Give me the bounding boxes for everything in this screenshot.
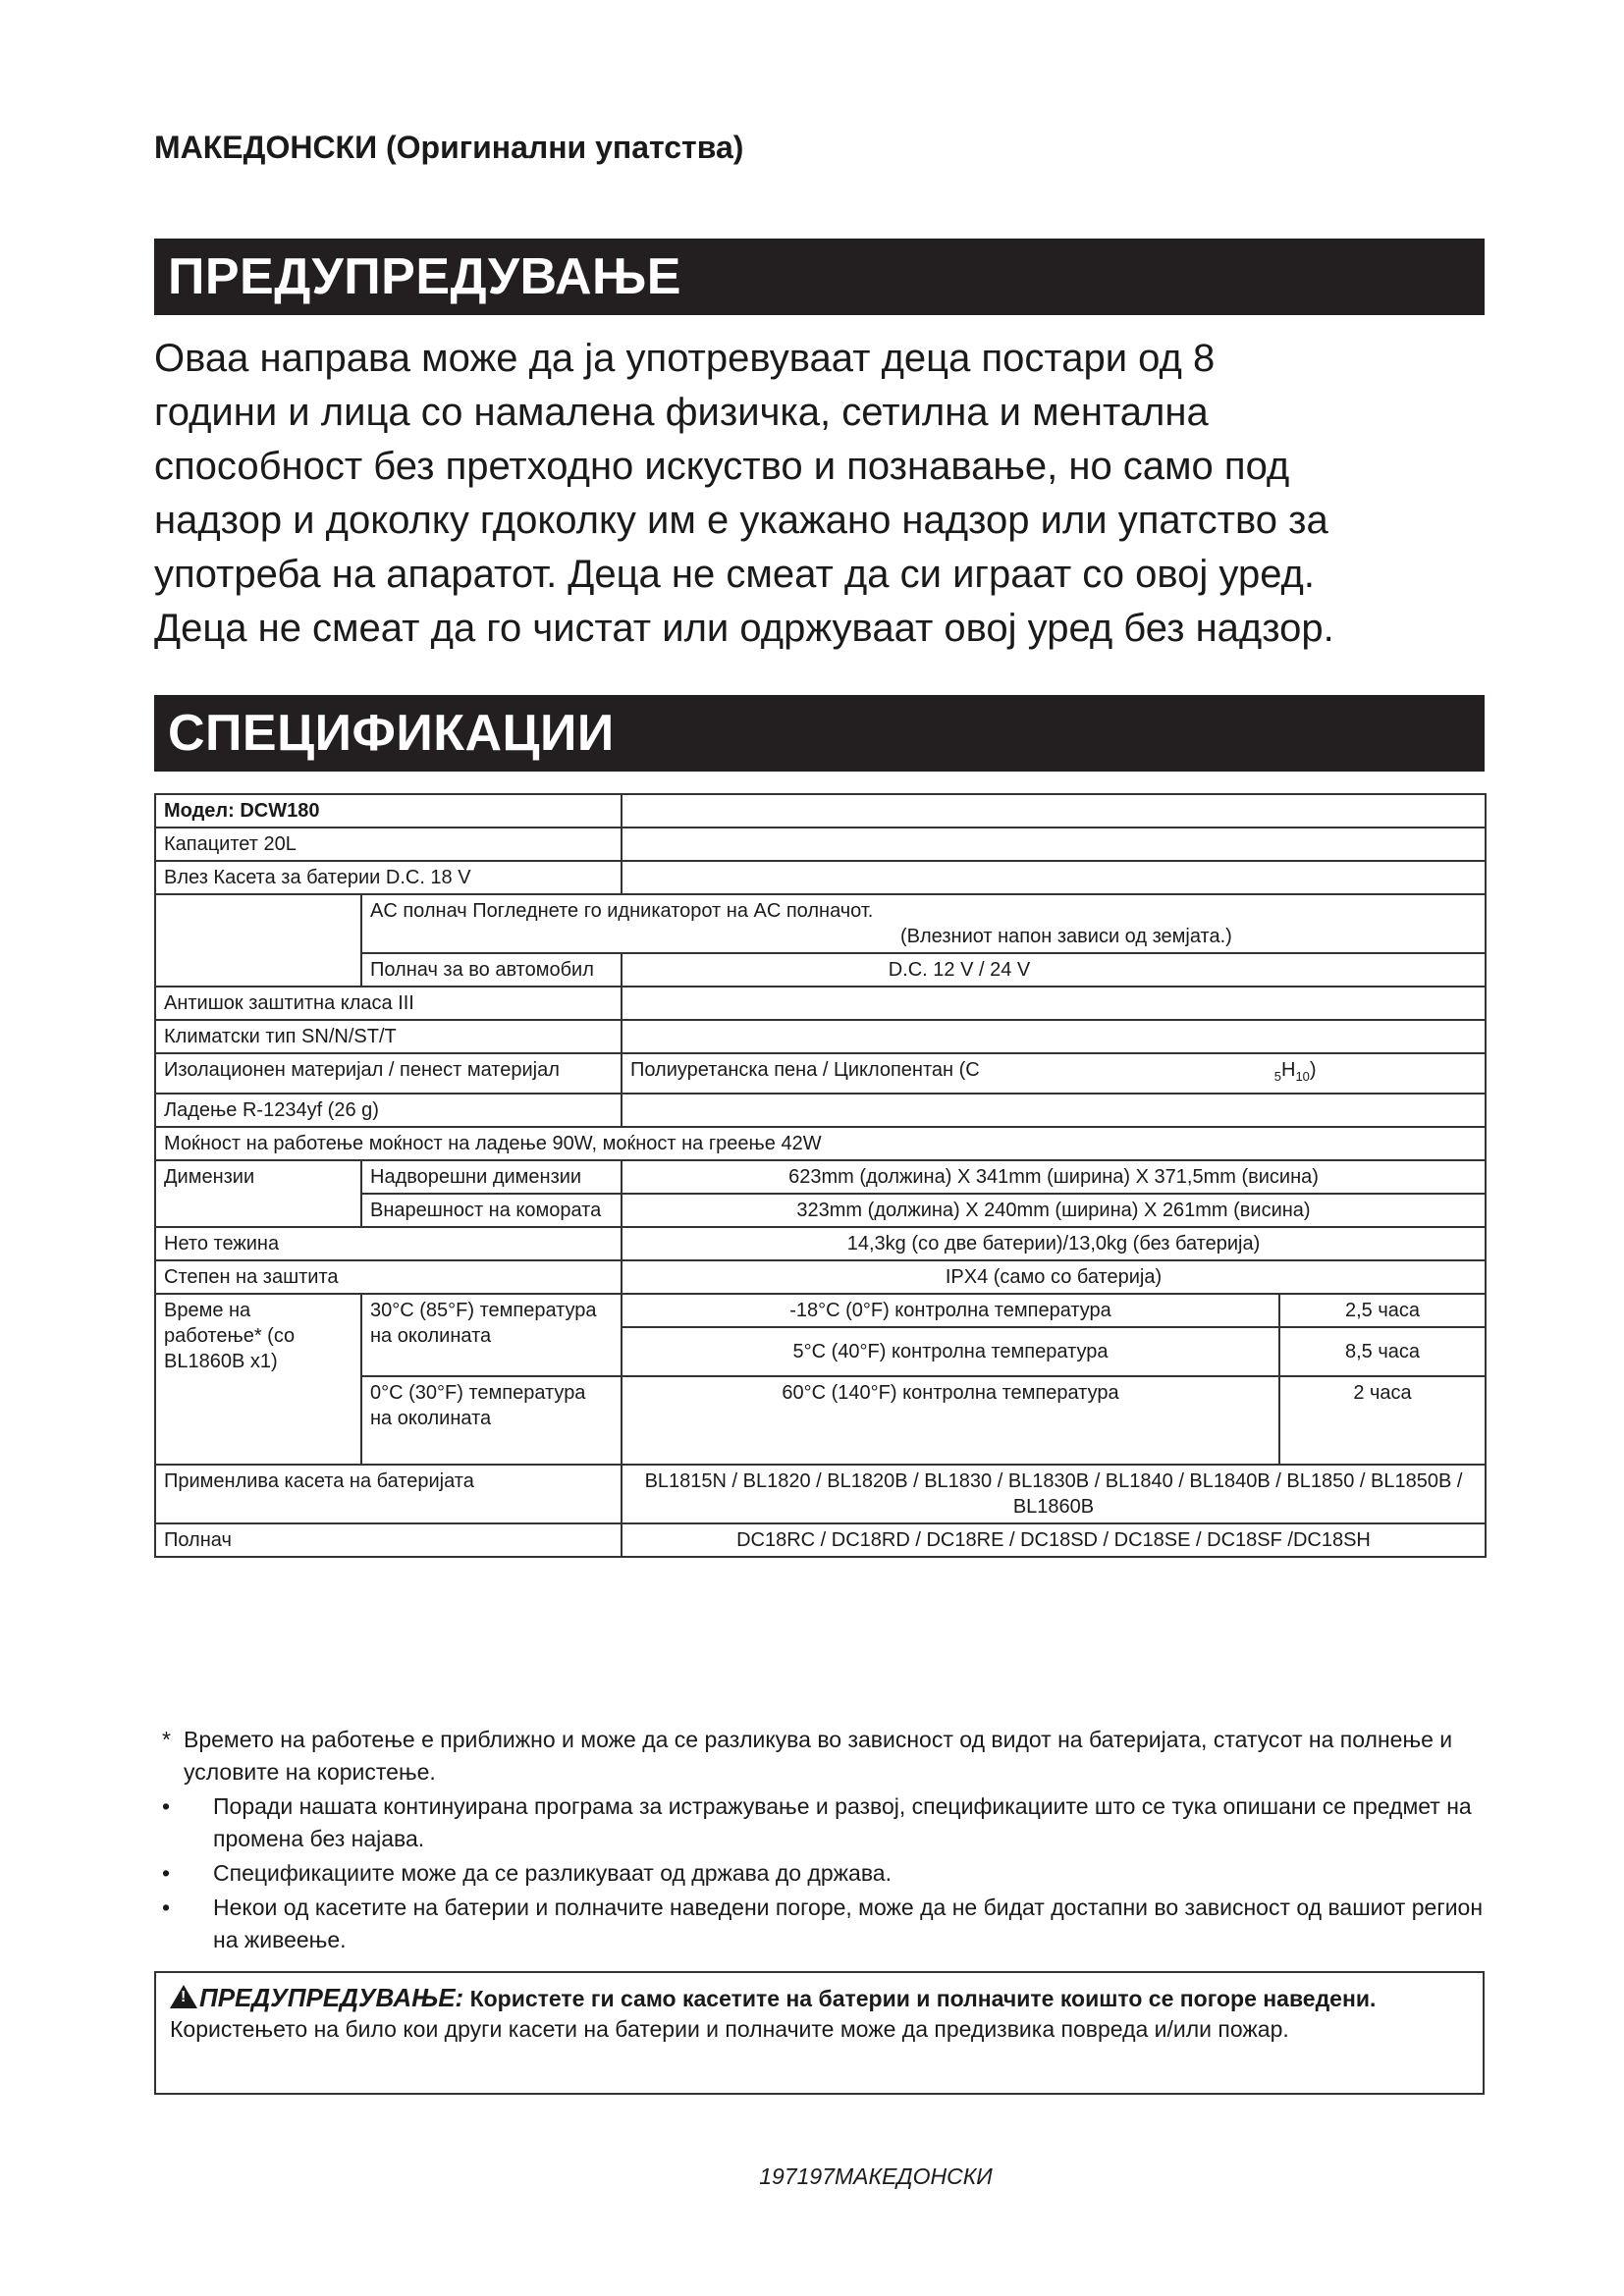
weight-label: Нето тежина [155,1227,622,1260]
specifications-banner: СПЕЦИФИКАЦИИ [154,695,1485,772]
refrigerant-cell: Ладење R-1234yf (26 g) [155,1094,622,1127]
note-bullet [154,1857,1489,1890]
runtime-control-60: 60°C (140°F) контролна температура [622,1376,1279,1465]
runtime-control-minus18: -18°C (0°F) контролна температура [622,1294,1279,1327]
formula-element: H [1280,1059,1296,1081]
empty-cell [622,1020,1486,1053]
table-row [155,894,1486,953]
car-charger-value: D.C. 12 V / 24 V [622,953,1486,987]
language-title: МАКЕДОНСКИ (Оригинални упатства) [154,130,744,165]
note-bullet [154,1892,1489,1956]
empty-cell [155,894,361,987]
ac-charger-note: (Влезниот напон зависи од земјата.) [900,926,1232,947]
warning-line: Деца не смеат да го чистат или одржуваат овој уред без надзор. [154,607,1334,650]
protection-label: Степен на заштита [155,1260,622,1294]
table-row [155,794,1486,828]
asterisk-mark: * [162,1727,171,1752]
empty-cell [622,1094,1486,1127]
table-row [155,861,1486,894]
ac-charger-cell [361,894,1486,953]
formula-close: ) [1309,1059,1317,1081]
capacity-cell: Капацитет 20L [155,828,622,861]
formula-subscript: 10 [1295,1069,1310,1084]
note-text: Времето на работење е приближно и може да се разликува во зависност од видот на батеријата, статусот на полнење и условите на користење. [184,1727,1453,1785]
table-row [155,1160,1486,1194]
battery-value: BL1815N / BL1820 / BL1820B / BL1830 / BL1830B / BL1840 / BL1840B / BL1850 / BL1850B / BL1860B [622,1465,1486,1523]
car-charger-label: Полнач за во автомобил [361,953,622,987]
empty-cell [622,861,1486,894]
ac-charger-line: AC полнач Погледнете го идникаторот на AC полначот. [370,900,874,922]
table-row [155,1127,1486,1160]
bullet-icon: • [162,1860,171,1886]
insulation-label: Изолационен материјал / пенест материјал [155,1053,622,1094]
empty-cell [622,987,1486,1020]
runtime-control-5: 5°C (40°F) контролна температура [622,1327,1279,1376]
bullet-icon: • [162,1895,171,1920]
table-row [155,1020,1486,1053]
page-footer: 197197МАКЕДОНСКИ [759,2163,993,2189]
table-row [155,1294,1486,1327]
warning-line: Оваа направа може да ја употревуваат деца постари од 8 [154,337,1216,380]
charger-value: DC18RC / DC18RD / DC18RE / DC18SD / DC18SE / DC18SF /DC18SH [622,1523,1486,1557]
table-row [155,987,1486,1020]
runtime-ambient-30: 30°C (85°F) температура на околината [361,1294,622,1376]
warning-paragraph [154,332,1499,656]
caution-heading: ПРЕДУПРЕДУВАЊЕ: [199,1983,464,2012]
outer-dimensions-value: 623mm (должина) X 341mm (ширина) X 371,5mm (висина) [622,1160,1486,1194]
charger-label: Полнач [155,1523,622,1557]
table-row [155,1094,1486,1127]
runtime-value-1: 2,5 часа [1279,1294,1486,1327]
protection-value: IPX4 (само со батерија) [622,1260,1486,1294]
warning-line: години и лица со намалена физичка, сетилна и ментална [154,391,1209,434]
note-bullet [154,1790,1489,1855]
runtime-value-3: 2 часа [1279,1376,1486,1465]
notes-section [154,1724,1489,1958]
warning-line: употреба на апаратот. Деца не смеат да си играат со овој уред. [154,553,1316,596]
runtime-label: Време на работење* (со BL1860B x1) [155,1294,361,1465]
dimensions-label: Димензии [155,1160,361,1227]
caution-box [154,1971,1485,2095]
runtime-value-2: 8,5 часа [1279,1327,1486,1376]
warning-banner: ПРЕДУПРЕДУВАЊЕ [154,239,1485,315]
specifications-table [154,793,1487,1558]
antishock-cell: Антишок заштитна класа III [155,987,622,1020]
empty-cell [622,828,1486,861]
bullet-icon: • [162,1793,171,1819]
caution-bold-text: Користете ги само касетите на батерии и полначите коишто се погоре наведени. [463,1986,1377,2011]
model-cell: Модел: DCW180 [155,794,622,828]
power-cell: Моќност на работење моќност на ладење 90W, моќност на греење 42W [155,1127,1486,1160]
input-cell: Влез Касета за батерии D.C. 18 V [155,861,622,894]
warning-line: надзор и доколку гдоколку им е укажано надзор или упатство за [154,499,1328,542]
table-row [155,1053,1486,1094]
runtime-ambient-0: 0°C (30°F) температура на околината [361,1376,622,1465]
runtime-note [154,1724,1489,1789]
battery-label: Применлива касета на батеријата [155,1465,622,1523]
note-text: Некои од касетите на батерии и полначите наведени погоре, може да не бидат достапни во зависност од вашиот регион на живеење. [213,1895,1484,1952]
insulation-value [622,1053,1486,1094]
formula-subscript: 5 [1273,1069,1281,1084]
outer-dimensions-label: Надворешни димензии [361,1160,622,1194]
table-row [155,828,1486,861]
table-row [155,1523,1486,1557]
note-text: Поради нашата континуирана програма за истражување и развој, спецификациите што се тука опишани се предмет на промена без најава. [213,1793,1472,1851]
table-row [155,1260,1486,1294]
weight-value: 14,3kg (со две батерии)/13,0kg (без батерија) [622,1227,1486,1260]
warning-triangle-icon [170,1985,197,2008]
note-text: Спецификациите може да се разликуваат од држава до држава. [213,1860,892,1886]
caution-text: Користењето на било кои други касети на батерии и полначите може да предизвика повреда и/или пожар. [170,2016,1289,2042]
empty-cell [622,794,1486,828]
table-row [155,1465,1486,1523]
climate-cell: Климатски тип SN/N/ST/T [155,1020,622,1053]
insulation-text: Полиуретанска пена / Циклопентан (C [630,1059,980,1081]
table-row [155,1227,1486,1260]
inner-dimensions-label: Внарешност на комората [361,1194,622,1227]
warning-line: способност без претходно искуство и познавање, но само под [154,445,1290,488]
inner-dimensions-value: 323mm (должина) X 240mm (ширина) X 261mm (висина) [622,1194,1486,1227]
